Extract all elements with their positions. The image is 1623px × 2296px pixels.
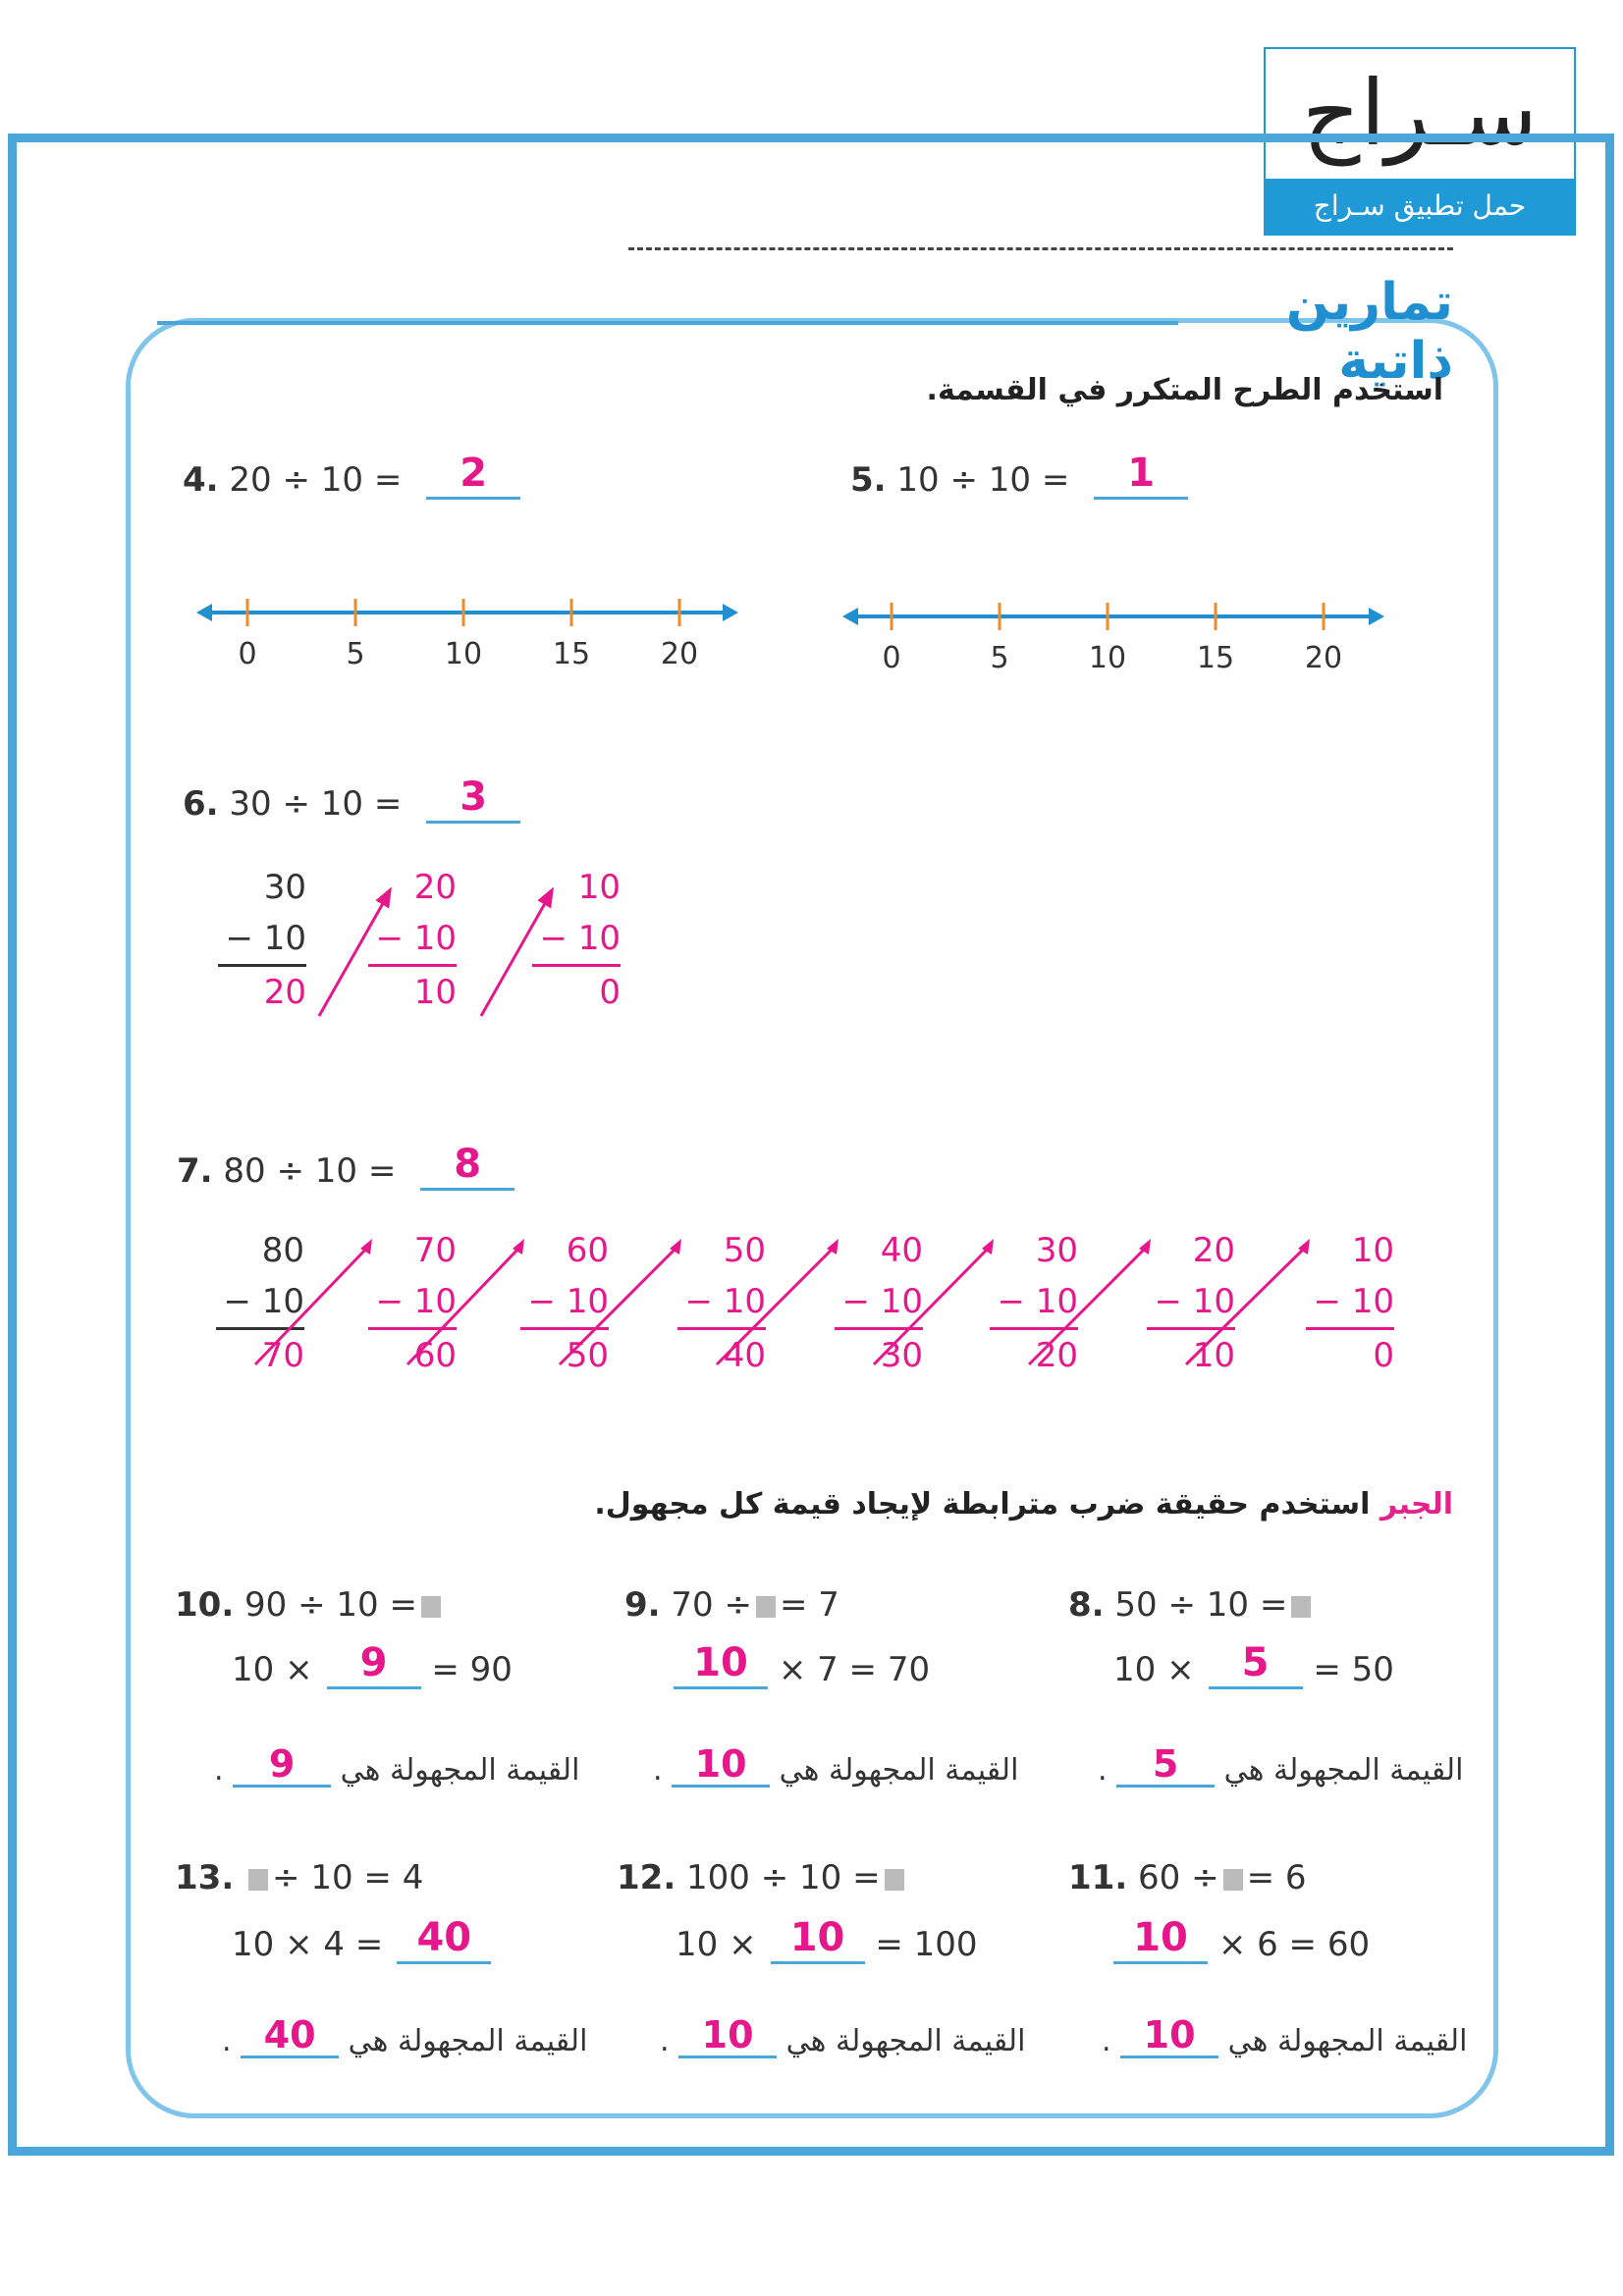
fact-right: = 50 — [1313, 1650, 1394, 1689]
unknown-value: 9 — [268, 1742, 296, 1786]
dashed-divider — [628, 247, 1453, 250]
problem-number: 13. — [175, 1858, 235, 1897]
equation-part: = 7 — [779, 1585, 839, 1625]
period: . — [1102, 2024, 1111, 2058]
unknown-box — [756, 1596, 776, 1618]
difference: 40 — [723, 1336, 766, 1375]
fact-right: = 100 — [875, 1925, 978, 1964]
fact-10 — [232, 1640, 513, 1689]
fact-fill-value: 5 — [1241, 1640, 1270, 1685]
fact-right: × 6 = 60 — [1217, 1925, 1371, 1964]
minuend: 70 — [413, 1231, 457, 1270]
instruction-repeated-subtraction: استخدم الطرح المتكرر في القسمة. — [926, 373, 1443, 407]
subtrahend: − 10 — [218, 913, 306, 967]
problem-expression: 80 ÷ 10 = — [223, 1151, 397, 1191]
subtrahend: − 10 — [368, 913, 457, 967]
fact-left: 10 × — [232, 1650, 313, 1689]
unknown-label: القيمة المجهولة هي — [340, 1753, 580, 1788]
unknown-line — [233, 1742, 331, 1788]
minuend: 40 — [880, 1231, 923, 1270]
unknown-label: القيمة المجهولة هي — [779, 1753, 1019, 1788]
problem-9 — [624, 1585, 839, 1625]
minuend: 10 — [577, 868, 621, 907]
answer-line — [1094, 451, 1188, 500]
tick-label: 15 — [552, 637, 591, 671]
carry-arrow-icon — [874, 1247, 990, 1364]
unknown-label: القيمة المجهولة هي — [1223, 1753, 1464, 1788]
unknown-line — [241, 2013, 339, 2058]
period: . — [1098, 1753, 1108, 1788]
answer-line — [426, 451, 520, 500]
unknown-box — [885, 1869, 904, 1891]
equation-part: ÷ 10 = 4 — [272, 1858, 424, 1897]
period: . — [222, 2024, 232, 2058]
problem-number: 8. — [1068, 1585, 1105, 1625]
difference: 60 — [413, 1336, 457, 1375]
unknown-13 — [222, 2013, 588, 2058]
difference: 0 — [1373, 1336, 1394, 1375]
arrow-right-icon — [723, 604, 738, 621]
algebra-tag: الجبر — [1380, 1487, 1453, 1522]
minuend: 20 — [413, 868, 457, 907]
equation-part: 100 ÷ 10 = — [686, 1858, 881, 1897]
problem-number: 11. — [1068, 1858, 1128, 1897]
period: . — [214, 1753, 224, 1788]
title-rule — [157, 321, 1178, 325]
problem-4 — [183, 451, 520, 500]
problem-number: 7. — [177, 1151, 213, 1191]
fact-right: × 7 = 70 — [778, 1650, 931, 1689]
fact-fill-value: 40 — [416, 1915, 472, 1960]
subtrahend: − 10 — [368, 1276, 457, 1330]
arrow-left-icon — [196, 604, 212, 621]
difference: 20 — [263, 973, 306, 1012]
problem-expression: 20 ÷ 10 = — [229, 460, 403, 500]
number-line-problem-5 — [842, 593, 1392, 681]
problem-number: 6. — [183, 784, 219, 824]
fact-8 — [1113, 1640, 1394, 1689]
equation-part: 90 ÷ 10 = — [244, 1585, 417, 1625]
answer-value: 8 — [454, 1142, 482, 1187]
fact-fill-line — [771, 1915, 865, 1964]
unknown-value: 40 — [263, 2013, 316, 2056]
fact-12 — [676, 1915, 978, 1964]
difference: 10 — [413, 973, 457, 1012]
fact-13 — [232, 1915, 491, 1964]
fact-left: 10 × — [676, 1925, 757, 1964]
difference: 30 — [880, 1336, 923, 1375]
fact-11 — [1100, 1915, 1371, 1964]
fact-fill-line — [327, 1640, 421, 1689]
equation-part: 60 ÷ — [1138, 1858, 1219, 1897]
number-line-problem-4 — [196, 589, 746, 677]
equation-part: 70 ÷ — [671, 1585, 752, 1625]
difference: 70 — [261, 1336, 304, 1375]
fact-fill-value: 10 — [693, 1640, 748, 1685]
problem-13 — [175, 1858, 423, 1897]
tick-label: 0 — [882, 641, 901, 675]
tick-label: 10 — [1088, 641, 1127, 675]
unknown-line — [678, 2013, 777, 2058]
problem-5 — [850, 451, 1188, 500]
arrow-head-icon — [540, 890, 552, 906]
problem-6 — [183, 774, 520, 824]
problem-12 — [617, 1858, 908, 1897]
fact-fill-value: 10 — [1133, 1915, 1188, 1960]
problem-number: 9. — [624, 1585, 661, 1625]
logo-word: سـراج — [1302, 61, 1538, 166]
problem-number: 5. — [850, 460, 887, 500]
unknown-box — [1223, 1869, 1243, 1891]
unknown-8 — [1098, 1742, 1464, 1788]
tick-label: 0 — [238, 637, 257, 671]
carry-arrow-icon — [319, 898, 386, 1016]
tick-label: 5 — [990, 641, 1009, 675]
answer-value: 2 — [460, 451, 488, 496]
period: . — [660, 2024, 670, 2058]
subtrahend: − 10 — [520, 1276, 609, 1330]
equation-part: = 6 — [1246, 1858, 1307, 1897]
fact-fill-line — [397, 1915, 491, 1964]
minuend: 10 — [1351, 1231, 1394, 1270]
fact-left: 10 × 4 = — [232, 1925, 384, 1964]
carry-arrow-icon — [481, 898, 548, 1016]
tick-label: 20 — [660, 637, 699, 671]
fact-fill-value: 9 — [359, 1640, 388, 1685]
unknown-box — [248, 1869, 268, 1891]
unknown-label: القيمة المجهولة هي — [348, 2024, 588, 2058]
unknown-line — [672, 1742, 770, 1788]
difference: 20 — [1035, 1336, 1078, 1375]
problem-number: 12. — [617, 1858, 676, 1897]
minuend: 30 — [263, 868, 306, 907]
arrow-right-icon — [1369, 608, 1384, 625]
carry-arrow-icon — [717, 1247, 835, 1364]
problem-11 — [1068, 1858, 1307, 1897]
carry-arrows-problem-6 — [309, 879, 702, 1026]
unknown-value: 10 — [694, 1742, 747, 1786]
carry-arrow-icon — [560, 1247, 677, 1364]
answer-line — [420, 1142, 514, 1191]
fact-fill-line — [1113, 1915, 1208, 1964]
unknown-box — [1291, 1596, 1311, 1618]
subtrahend: − 10 — [532, 913, 621, 967]
instruction-algebra — [550, 1487, 1453, 1522]
unknown-9 — [653, 1742, 1019, 1788]
tick-label: 20 — [1304, 641, 1343, 675]
period: . — [653, 1753, 663, 1788]
answer-value: 3 — [460, 774, 488, 820]
instruction-text: استخدم حقيقة ضرب مترابطة لإيجاد قيمة كل مجهول. — [594, 1487, 1371, 1522]
minuend: 20 — [1192, 1231, 1235, 1270]
subtrahend: − 10 — [1306, 1276, 1394, 1330]
problem-7 — [177, 1142, 514, 1191]
subtrahend: − 10 — [216, 1276, 304, 1330]
minuend: 80 — [261, 1231, 304, 1270]
unknown-value: 10 — [701, 2013, 754, 2056]
answer-line — [426, 774, 520, 824]
problem-8 — [1068, 1585, 1315, 1625]
minuend: 60 — [566, 1231, 609, 1270]
problem-expression: 10 ÷ 10 = — [896, 460, 1070, 500]
subtrahend: − 10 — [835, 1276, 923, 1330]
problem-expression: 30 ÷ 10 = — [229, 784, 403, 824]
fact-9 — [660, 1640, 931, 1689]
unknown-12 — [660, 2013, 1026, 2058]
subtrahend: − 10 — [990, 1276, 1078, 1330]
arrow-left-icon — [842, 608, 858, 625]
carry-arrows-problem-7 — [0, 1217, 1623, 1384]
subtrahend: − 10 — [1147, 1276, 1235, 1330]
unknown-11 — [1102, 2013, 1468, 2058]
fact-fill-value: 10 — [789, 1915, 845, 1960]
subtraction-step — [218, 862, 306, 1018]
arrow-head-icon — [378, 890, 390, 906]
unknown-label: القيمة المجهولة هي — [785, 2024, 1026, 2058]
fact-right: = 90 — [431, 1650, 513, 1689]
subtrahend: − 10 — [677, 1276, 766, 1330]
unknown-line — [1116, 1742, 1215, 1788]
unknown-10 — [214, 1742, 580, 1788]
tick-label: 10 — [444, 637, 483, 671]
minuend: 50 — [723, 1231, 766, 1270]
tick-label: 5 — [346, 637, 365, 671]
fact-fill-line — [1209, 1640, 1303, 1689]
answer-value: 1 — [1127, 451, 1156, 496]
problem-number: 4. — [183, 460, 219, 500]
equation-part: 50 ÷ 10 = — [1114, 1585, 1288, 1625]
carry-arrow-icon — [1029, 1247, 1147, 1364]
unknown-box — [421, 1596, 441, 1618]
minuend: 30 — [1035, 1231, 1078, 1270]
problem-number: 10. — [175, 1585, 235, 1625]
unknown-label: القيمة المجهولة هي — [1227, 2024, 1468, 2058]
page-title: تمارين ذاتية — [1285, 273, 1453, 391]
difference: 0 — [599, 973, 621, 1012]
problem-10 — [175, 1585, 445, 1625]
unknown-value: 5 — [1152, 1742, 1179, 1786]
tick-label: 15 — [1196, 641, 1235, 675]
difference: 10 — [1192, 1336, 1235, 1375]
carry-arrow-icon — [1186, 1247, 1306, 1364]
unknown-value: 10 — [1143, 2013, 1196, 2056]
carry-arrow-icon — [407, 1247, 520, 1364]
difference: 50 — [566, 1336, 609, 1375]
fact-left: 10 × — [1113, 1650, 1195, 1689]
fact-fill-line — [674, 1640, 768, 1689]
unknown-line — [1120, 2013, 1218, 2058]
carry-arrow-icon — [255, 1247, 368, 1364]
logo-band: حمل تطبيق سـراج — [1266, 179, 1574, 234]
